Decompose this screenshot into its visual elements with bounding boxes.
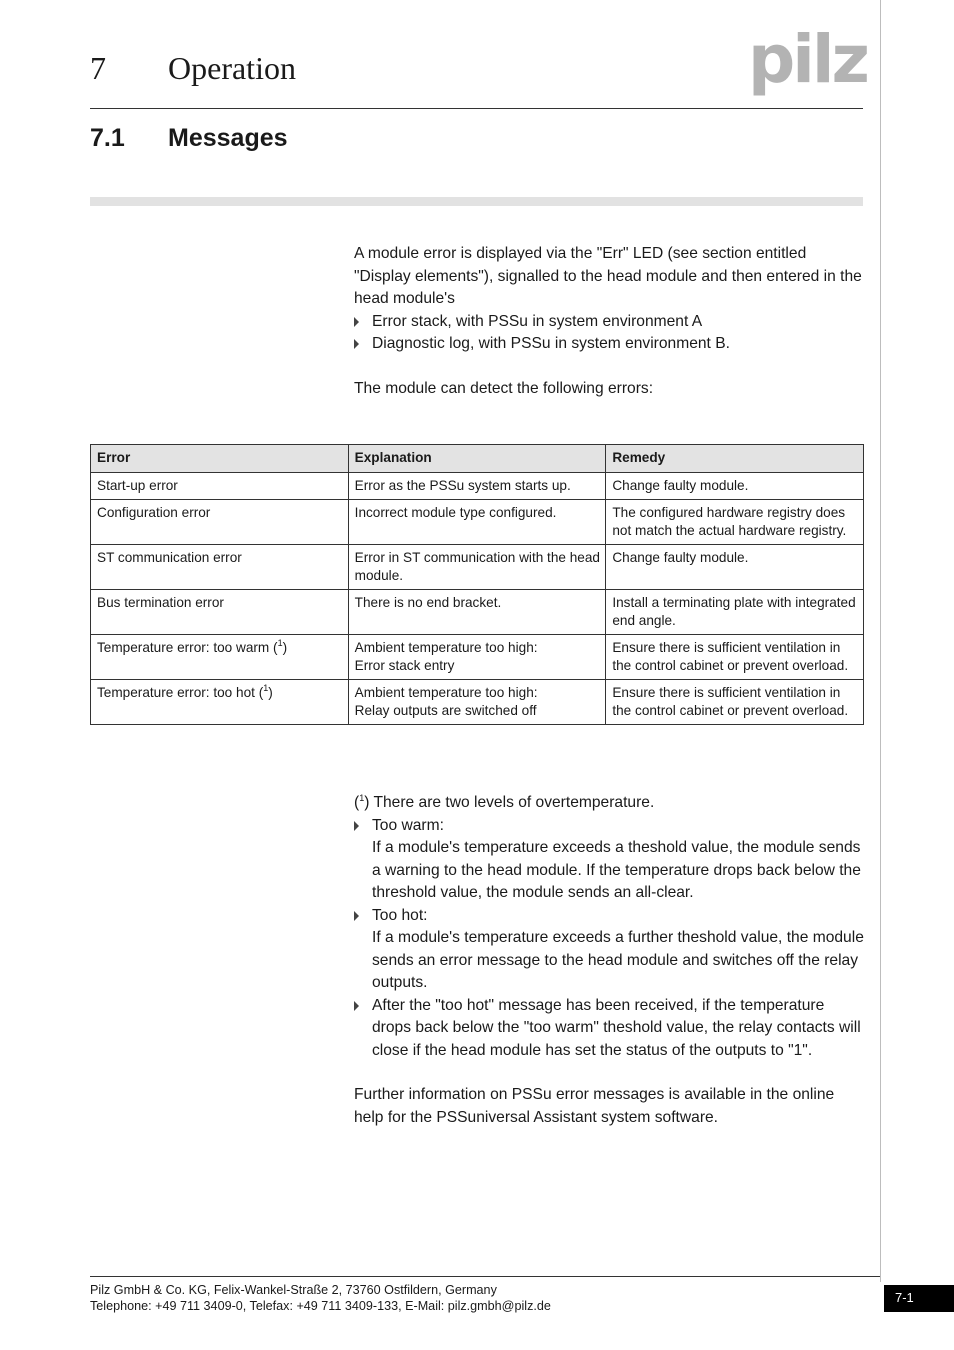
cell-explanation: Ambient temperature too high: Error stack entry <box>348 635 606 680</box>
footnote-marker: 1 <box>277 638 283 648</box>
cell-error <box>91 590 349 635</box>
intro-block <box>354 243 866 400</box>
column-header-remedy: Remedy <box>606 445 864 473</box>
item-body: If a module's temperature exceeds a further theshold value, the module sends an error message to the head module and switches off the relay outputs. <box>372 929 864 991</box>
header-rule <box>90 108 863 109</box>
error-text: Start-up error <box>97 477 178 493</box>
cell-error <box>91 680 349 725</box>
footer <box>90 1282 551 1314</box>
error-text: Bus termination error <box>97 595 224 610</box>
item-title: Too hot: <box>372 906 428 924</box>
table-row <box>91 680 864 725</box>
cell-error <box>91 545 349 590</box>
cell-error <box>91 500 349 545</box>
intro-bullet <box>354 311 866 334</box>
section-number: 7.1 <box>90 124 125 152</box>
cell-explanation: Incorrect module type configured. <box>348 500 606 545</box>
page-number: 7-1 <box>895 1290 914 1305</box>
table-row <box>91 500 864 545</box>
footnote-item <box>354 815 866 905</box>
margin-rule <box>880 0 881 1282</box>
cell-remedy: The configured hardware registry does not match the actual hardware registry. <box>606 500 864 545</box>
arrow-bullet-icon <box>354 1001 359 1011</box>
cell-remedy: Change faulty module. <box>606 545 864 590</box>
intro-bullet <box>354 333 866 356</box>
error-text-tail: ) <box>268 685 273 700</box>
footnote-intro <box>354 792 866 815</box>
error-table <box>90 444 864 725</box>
table-lead-in: The module can detect the following errors: <box>354 379 654 397</box>
page-number-box <box>884 1285 954 1312</box>
arrow-bullet-icon <box>354 339 359 349</box>
bullet-text: Error stack, with PSSu in system environment A <box>372 312 703 330</box>
column-header-error: Error <box>91 445 349 473</box>
table-row <box>91 472 864 500</box>
table-row <box>91 635 864 680</box>
cell-explanation: Error as the PSSu system starts up. <box>348 472 606 500</box>
item-title: After the "too hot" message has been received, if the temperature drops back below the "too warm" theshold value, the relay contacts will close if the head module has set the status of the outputs to "1". <box>372 996 861 1059</box>
cell-explanation: Ambient temperature too high: Relay outputs are switched off <box>348 680 606 725</box>
cell-remedy: Ensure there is sufficient ventilation in the control cabinet or prevent overload. <box>606 635 864 680</box>
cell-remedy: Change faulty module. <box>606 472 864 500</box>
footer-address: Pilz GmbH & Co. KG, Felix-Wankel-Straße 2, 73760 Ostfildern, Germany <box>90 1283 497 1297</box>
footer-rule <box>90 1276 880 1277</box>
error-text: Configuration error <box>97 505 211 520</box>
section-title: Messages <box>168 124 288 152</box>
chapter-number: 7 <box>90 50 106 86</box>
cell-remedy: Install a terminating plate with integrated end angle. <box>606 590 864 635</box>
pilz-logo: pilz <box>748 21 867 98</box>
footnote-marker: 1 <box>359 793 365 803</box>
table-row <box>91 545 864 590</box>
bullet-text: Diagnostic log, with PSSu in system environment B. <box>372 335 730 352</box>
footnote-item <box>354 905 866 995</box>
error-text: Temperature error: too hot ( <box>97 685 264 700</box>
arrow-bullet-icon <box>354 317 359 327</box>
table-row <box>91 590 864 635</box>
column-header-explanation: Explanation <box>348 445 606 473</box>
cell-explanation: Error in ST communication with the head module. <box>348 545 606 590</box>
error-text: ST communication error <box>97 550 242 565</box>
error-text: Temperature error: too warm ( <box>97 640 278 655</box>
error-text-tail: ) <box>282 640 288 655</box>
footnote-marker: 1 <box>263 683 269 693</box>
item-body: If a module's temperature exceeds a theshold value, the module sends a warning to the head module. If the temperature drops back below the threshold value, the module sends an all-clear. <box>372 839 861 901</box>
closing-paragraph: Further information on PSSu error messages is available in the online help for the PSSuniversal Assistant system software. <box>354 1086 835 1126</box>
arrow-bullet-icon <box>354 911 359 921</box>
footnote-text: ) There are two levels of overtemperature. <box>364 794 655 811</box>
table-header-row <box>91 445 864 473</box>
cell-error <box>91 472 349 500</box>
item-title: Too warm: <box>372 816 444 834</box>
cell-remedy: Ensure there is sufficient ventilation in the control cabinet or prevent overload. <box>606 680 864 725</box>
intro-paragraph: A module error is displayed via the "Err" LED (see section entitled "Display elements"), signalled to the head module and then entered in the head module's <box>354 245 862 307</box>
footnote-item <box>354 995 866 1063</box>
section-divider <box>90 197 863 206</box>
arrow-bullet-icon <box>354 821 359 831</box>
cell-explanation: There is no end bracket. <box>348 590 606 635</box>
footnote-open: ( <box>354 794 360 811</box>
footer-contact: Telephone: +49 711 3409-0, Telefax: +49 711 3409-133, E-Mail: pilz.gmbh@pilz.de <box>90 1299 551 1313</box>
cell-error <box>91 635 349 680</box>
chapter-title: Operation <box>168 50 296 86</box>
footnote-block <box>354 792 866 1129</box>
